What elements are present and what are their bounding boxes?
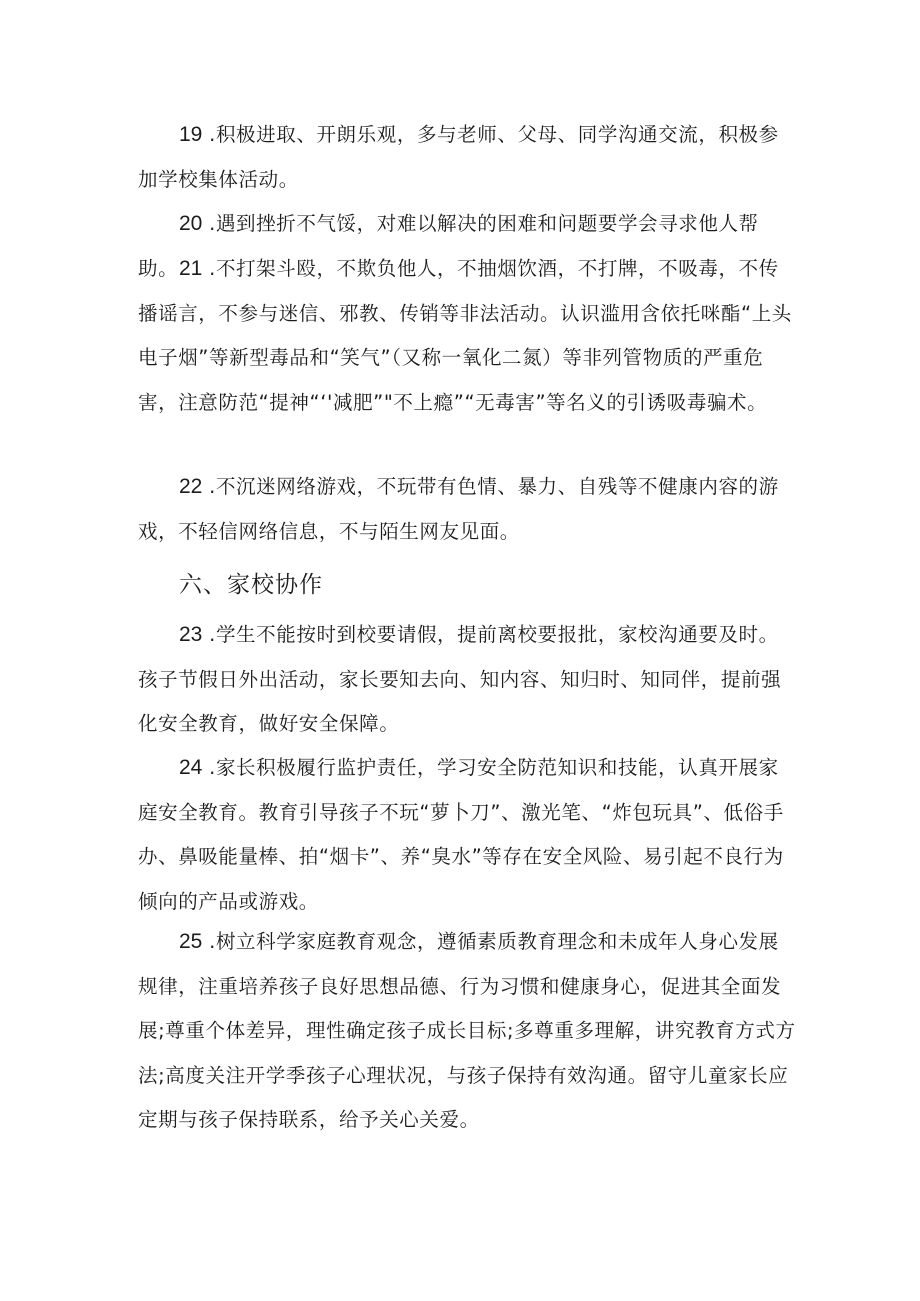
item-number: 25 [179,930,203,953]
section-heading: 六、家校协作 [179,572,323,598]
item-23 [138,613,798,747]
item-19 [138,113,798,202]
item-text: .学生不能按时到校要请假，提前离校要报批，家校沟通要及时。孩子节假日外出活动，家长要知去向、知内容、知归时、知同伴，提前强化安全教育，做好安全保障。 [138,623,782,735]
item-text: .积极进取、开朗乐观，多与老师、父母、同学沟通交流，积极参加学校集体活动。 [138,123,779,191]
item-text: .家长积极履行监护责任，学习安全防范知识和技能，认真开展家庭安全教育。教育引导孩子不玩“萝卜刀”、激光笔、“炸包玩具”、低俗手办、鼻吸能量棒、拍“烟卡”、养“臭水”等存在安全风险、易引起不良行为倾向的产品或游戏。 [138,756,784,913]
item-text: .不沉迷网络游戏，不玩带有色情、暴力、自残等不健康内容的游戏，不轻信网络信息，不与陌生网友见面。 [138,475,779,543]
item-number: 20 [179,212,203,235]
item-number: 21 [179,257,203,280]
item-number: 24 [179,756,203,779]
item-24 [138,746,798,924]
item-number: 23 [179,623,203,646]
item-25 [138,920,798,1143]
item-22 [138,465,798,554]
item-number: 22 [179,475,203,498]
item-number: 19 [179,123,203,146]
item-text: .不打架斗殴，不欺负他人，不抽烟饮酒，不打牌，不吸毒，不传播谣言，不参与迷信、邪教、传销等非法活动。认识滥用含依托咪酯“上头电子烟”等新型毒品和“笑气”（又称一氧化二氮）等非列管物质的严重危害，注意防范“提神“‘'减肥”"不上瘾”“无毒害”等名义的引诱吸毒骗术。 [138,257,792,414]
item-21 [138,247,798,425]
item-text: .树立科学家庭教育观念，遵循素质教育理念和未成年人身心发展规律，注重培养孩子良好思想品德、行为习惯和健康身心，促进其全面发展;尊重个体差异，理性确定孩子成长目标;多尊重多理解，讲究教育方式方法;高度关注开学季孩子心理状况，与孩子保持有效沟通。留守儿童家长应定期与孩子保持联系，给予关心关爱。 [138,930,796,1131]
item-text: .遇到挫折不气馁，对难以解决的困难和问题要学会寻求他人帮助。 [138,212,759,280]
